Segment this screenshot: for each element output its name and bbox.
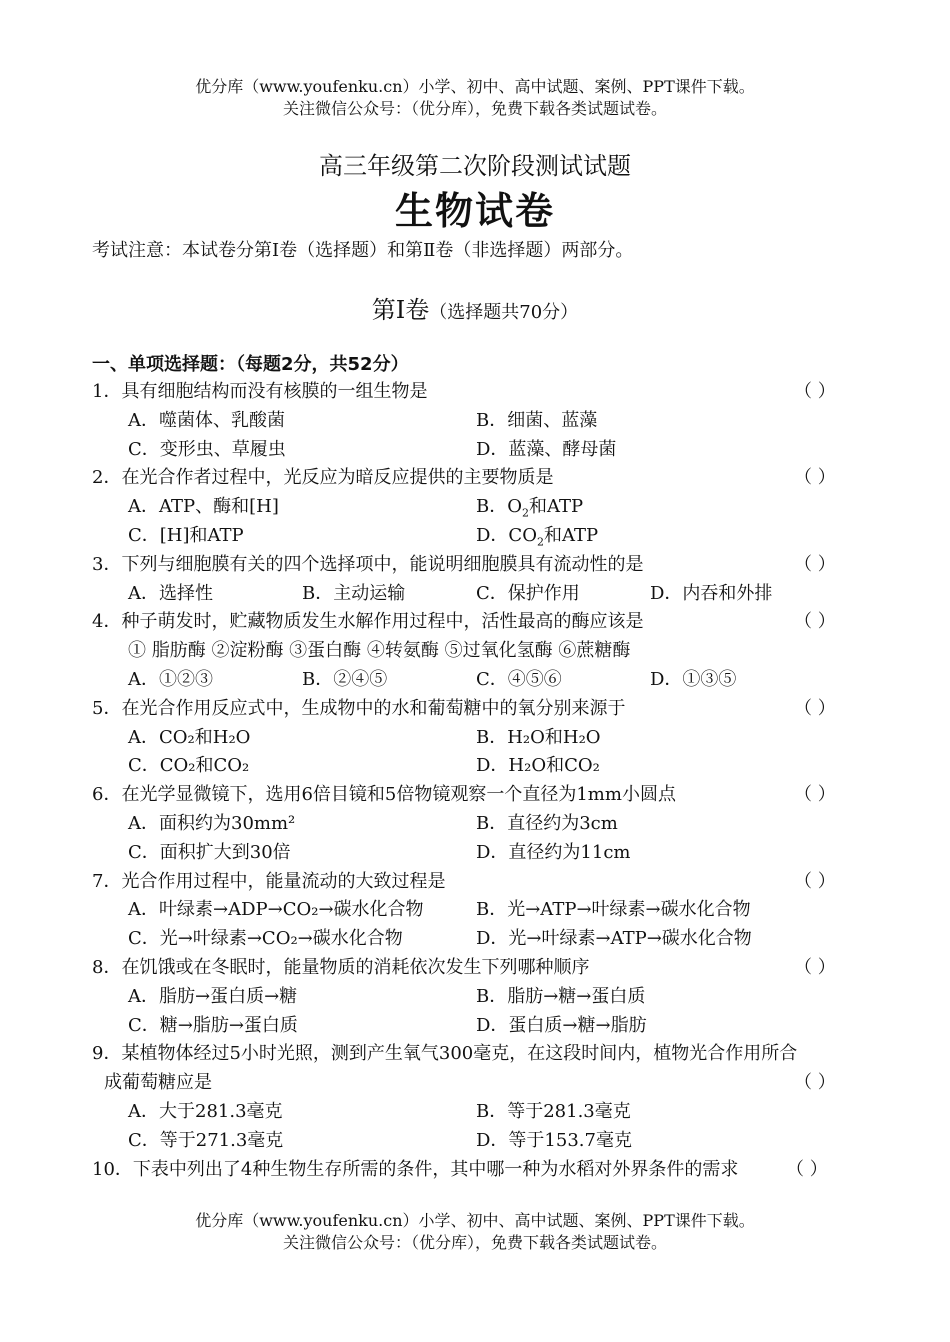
option-c: C．变形虫、草履虫 [128,438,286,460]
option-a: A．ATP、酶和[H] [128,496,279,518]
answer-blank: （ ） [794,381,836,402]
option-d: D．①③⑤ [650,668,737,690]
question-stem: 5．在光合作用反应式中，生成物中的水和葡萄糖中的氧分别来源于 [92,697,626,719]
question-5 [92,695,852,724]
part-title: 第Ⅰ卷 [371,296,430,324]
question-10 [92,1156,852,1185]
enzyme-list: ① 脂肪酶 ②淀粉酶 ③蛋白酶 ④转氨酶 ⑤过氧化氢酶 ⑥蔗糖酶 [128,640,631,662]
answer-blank: （ ） [794,870,836,892]
option-c: C．等于271.3毫克 [128,1129,284,1151]
question-stem: 4．种子萌发时，贮藏物质发生水解作用过程中，活性最高的酶应该是 [92,611,644,633]
question-stem: 1．具有细胞结构而没有核膜的一组生物是 [92,381,428,402]
option-c: C．[H]和ATP [128,524,244,546]
part-note: （选择题共70分） [429,302,579,323]
question-7 [92,868,852,897]
watermark-line-2: 关注微信公众号：（优分库），免费下载各类试题试卷。 [282,99,667,118]
watermark-bottom [0,1210,950,1254]
option-d: D．$CO_2$和ATP [476,524,599,549]
question-stem: 8．在饥饿或在冬眠时，能量物质的消耗依次发生下列哪种顺序 [92,956,590,978]
exam-title: 高三年级第二次阶段测试试题 [319,152,631,180]
option-a: A．面积约为30mm² [128,812,296,834]
question-list [92,378,852,1184]
answer-blank: （ ） [794,697,836,719]
option-b: B．光→ATP→叶绿素→碳水化合物 [476,899,751,921]
watermark-line-2: 关注微信公众号：（优分库），免费下载各类试题试卷。 [282,1233,667,1252]
option-c: C．面积扩大到30倍 [128,841,291,863]
option-c: C．④⑤⑥ [476,668,562,690]
watermark-top [0,76,950,120]
option-b: B．H₂O和H₂O [476,726,601,748]
question-stem: 10．下表中列出了4种生物生存所需的条件，其中哪一种为水稻对外界条件的需求 [92,1158,739,1180]
option-d: D．蛋白质→糖→脂肪 [476,1014,647,1036]
section-heading: 一、单项选择题：（每题2分，共52分） [92,354,409,375]
exam-notice: 考试注意：本试卷分第Ⅰ卷（选择题）和第Ⅱ卷（非选择题）两部分。 [92,240,634,261]
question-stem: 9．某植物体经过5小时光照，测到产生氧气300毫克，在这段时间内，植物光合作用所合 [92,1043,798,1065]
question-6 [92,781,852,810]
answer-blank: （ ） [794,467,836,489]
option-d: D．光→叶绿素→ATP→碳水化合物 [476,928,752,950]
answer-blank: （ ） [794,784,836,806]
option-c: C．糖→脂肪→蛋白质 [128,1014,298,1036]
option-c: C．CO₂和CO₂ [128,755,250,777]
option-a: A．CO₂和H₂O [128,726,251,748]
question-stem-continued: 成葡萄糖应是 [104,1072,212,1094]
option-b: B．②④⑤ [302,668,388,690]
option-b: B．主动运输 [302,582,406,604]
answer-blank: （ ） [786,1158,828,1180]
option-b: B．等于281.3毫克 [476,1100,631,1122]
option-a: A．脂肪→蛋白质→糖 [128,985,298,1007]
answer-blank: （ ） [794,956,836,978]
part-heading [0,290,950,325]
option-c: C．保护作用 [476,582,580,604]
question-stem: 7．光合作用过程中，能量流动的大致过程是 [92,870,446,892]
question-3 [92,551,852,580]
question-9 [92,1040,852,1069]
option-d: D．内吞和外排 [650,582,773,604]
option-c: C．光→叶绿素→CO₂→碳水化合物 [128,928,403,950]
option-b: B．脂肪→糖→蛋白质 [476,985,646,1007]
question-1 [92,378,852,407]
question-8 [92,954,852,983]
watermark-line-1: 优分库（www.youfenku.cn）小学、初中、高中试题、案例、PPT课件下载。 [195,1211,755,1230]
question-4 [92,608,852,637]
question-stem: 6．在光学显微镜下，选用6倍目镜和5倍物镜观察一个直径为1mm小圆点 [92,784,676,806]
option-a: A．噬菌体、乳酸菌 [128,409,285,431]
option-a: A．选择性 [128,582,213,604]
option-b: B．$O_2$和ATP [476,496,584,520]
option-a: A．①②③ [128,668,213,690]
option-a: A．叶绿素→ADP→CO₂→碳水化合物 [128,899,424,921]
answer-blank: （ ） [794,1072,836,1094]
question-2 [92,464,852,493]
answer-blank: （ ） [794,553,836,575]
option-b: B．直径约为3cm [476,812,618,834]
watermark-line-1: 优分库（www.youfenku.cn）小学、初中、高中试题、案例、PPT课件下载。 [195,77,755,96]
subject-title: 生物试卷 [394,188,555,233]
option-a: A．大于281.3毫克 [128,1100,283,1122]
answer-blank: （ ） [794,611,836,633]
option-d: D．蓝藻、酵母菌 [476,438,617,460]
question-stem: 2．在光合作者过程中，光反应为暗反应提供的主要物质是 [92,467,554,489]
option-d: D．等于153.7毫克 [476,1129,632,1151]
question-stem: 3．下列与细胞膜有关的四个选择项中，能说明细胞膜具有流动性的是 [92,553,644,575]
option-d: D．直径约为11cm [476,841,631,863]
option-d: D．H₂O和CO₂ [476,755,600,777]
option-b: B．细菌、蓝藻 [476,409,598,431]
